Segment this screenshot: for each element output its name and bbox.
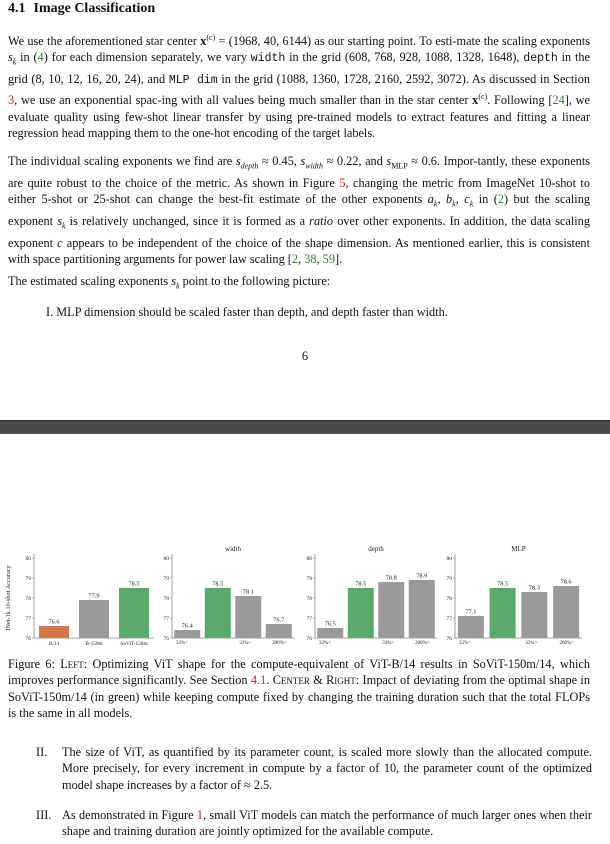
chart-1-ytick-label: 77: [163, 616, 169, 622]
chart-2-data-label: 78.8: [385, 574, 397, 582]
citation-2[interactable]: 2: [291, 251, 299, 266]
chart-2-ytick-label: 77: [306, 616, 312, 622]
figure-ref-5[interactable]: 5: [339, 175, 346, 190]
chart-1-x-label: 200%>: [272, 641, 287, 646]
figure-6-charts: [0, 538, 610, 658]
chart-2-bar: [409, 580, 435, 638]
citation-38[interactable]: 38: [304, 251, 317, 266]
chart-0-bar: [39, 626, 69, 638]
chart-3-data-label: 78.5: [497, 580, 509, 588]
paragraph-star-center: We use the aforementioned star center $x^{(c)} = (1968$, 40, 6144) as our starting point. To esti-mate the scaling exponents $s_k$ in (4) for each dimension separately, we vary width in the grid (608, 768, 928, 1088, 1328, 1648), depth in the grid (8, 10, 12, 16, 20, 24), and MLP dim in the grid (1088, 1360, 1728, 2160, 2592, 3072). As discussed in Section 3, we use an exponential spac-ing with all values being much smaller than in the star center $x^{(c)}$. Following [24], we evaluate quality using few-shot linear transfer by using pre-trained models to extract features and fitting a linear regression head mapping them to the one-hot encoding of the target labels.: [8, 33, 590, 141]
chart-2-ytick-label: 79: [306, 576, 312, 582]
chart-3-ytick-label: 79: [446, 576, 452, 582]
equation-ref-2[interactable]: 2: [497, 192, 505, 207]
chart-1-ytick-label: 79: [163, 576, 169, 582]
chart-1-data-label: 76.7: [273, 616, 285, 624]
chart-1-x-label: 33%>: [239, 641, 252, 646]
paragraph-picture: The estimated scaling exponents $s_k$ point to the following picture:: [8, 274, 331, 291]
figure-6: [0, 538, 610, 658]
section-title-text: Image Classification: [33, 1, 156, 16]
chart-3-ytick-label: 77: [446, 616, 452, 622]
chart-2-x-label: 33%>: [382, 641, 395, 646]
section-ref-3[interactable]: 3: [8, 93, 15, 108]
chart-0-data-label: 76.6: [48, 618, 60, 626]
chart-3-ytick-label: 78: [446, 596, 452, 602]
chart-0-x-label: B-150m: [85, 641, 103, 647]
chart-2-data-label: 78.9: [416, 572, 428, 580]
chart-3-data-label: 78.6: [560, 578, 572, 586]
chart-0-x-label: SoViT-150m: [120, 641, 148, 647]
chart-1-bar: [235, 596, 261, 638]
chart-0-data-label: 78.5: [128, 580, 140, 588]
chart-3-data-label: 78.3: [528, 584, 540, 592]
figure-ref-1[interactable]: 1: [196, 808, 204, 822]
chart-1-ytick-label: 80: [163, 556, 169, 562]
paragraph-exponents: The individual scaling exponents we find are $s_{depth} \approx 0.45$, $s_{width} \approx 0.22$, and $s_{MLP} \approx 0.6$. Impor-tantly, these exponents are quite robust to the choice of the metric. As shown in Figure 5, changing the metric from ImageNet 10-shot to either 5-shot or 25-shot can change the best-fit estimate of the other exponents $a_k$, $b_k$, $c_k$ in (2) but the scaling exponent $s_k$ is relatively unchanged, since it is formed as a ratio over other exponents. In addition, the data scaling exponent c appears to be independent of the choice of the shape dimension. As mentioned earlier, this is consistent with space partitioning arguments for power law scaling [2, 38, 59].: [8, 154, 591, 266]
chart-1-title: width: [225, 545, 241, 553]
chart-2-ytick-label: 80: [306, 556, 312, 562]
chart-3-bar: [490, 588, 516, 638]
chart-0-bar: [119, 588, 149, 638]
chart-0-bar: [79, 600, 109, 638]
chart-1-data-label: 76.4: [181, 622, 193, 630]
chart-2-title: depth: [368, 545, 384, 553]
chart-3-x-label: 200%>: [559, 641, 575, 646]
chart-3-title: MLP: [511, 545, 526, 553]
chart-1-data-label: 78.1: [242, 588, 254, 596]
chart-3-bar: [458, 616, 484, 638]
chart-0-y-label: INet-1k 10-shot Accuracy: [5, 565, 12, 631]
chart-1-bar: [205, 588, 231, 638]
list-item-i: I. MLP dimension should be scaled faster than depth, and depth faster than width.: [46, 305, 448, 319]
section-ref-4-1[interactable]: 4.1: [250, 673, 267, 688]
page-gap: [0, 420, 610, 434]
chart-2-data-label: 76.5: [324, 620, 336, 628]
chart-0-data-label: 77.9: [88, 592, 100, 600]
section-heading: [8, 1, 155, 17]
figure-caption: Figure 6: Left: Optimizing ViT shape for the compute-equivalent of ViT-B/14 results in SoViT-150m/14, which improves performance significantly. See Section 4.1. Center & Right: Impact of deviating from the optimal shape in SoViT-150m/14 (in green) while keeping compute fixed by changing the training duration such that the total FLOPs is the same in all models.: [8, 657, 591, 720]
chart-2-x-label: 33%<: [319, 641, 331, 646]
page-number: 6: [301, 349, 309, 363]
chart-3-data-label: 77.1: [465, 608, 477, 616]
chart-1-x-label: 33%<: [176, 641, 188, 646]
chart-2-ytick-label: 76: [306, 636, 312, 642]
chart-1-bar: [174, 630, 200, 638]
chart-3-x-label: 33%<: [459, 641, 471, 646]
chart-1-data-label: 78.5: [212, 580, 224, 588]
citation-59[interactable]: 59: [322, 251, 335, 266]
chart-3-bar: [521, 592, 547, 638]
chart-2-bar: [378, 582, 404, 638]
chart-2-x-label: 200%>: [415, 641, 430, 646]
chart-2-bar: [348, 588, 374, 638]
list-item-ii: II. The size of ViT, as quantified by its parameter count, is scaled more slowly than the allocated compute. More precisely, for every increment in compute by a factor of 10, the parameter count of the optimized model shape increases by a factor of ≈ 2.5.: [36, 745, 592, 792]
chart-0-x-label: B/14: [48, 641, 60, 647]
chart-3-bar: [553, 586, 579, 638]
chart-2-data-label: 78.5: [355, 580, 367, 588]
chart-2-ytick-label: 78: [306, 596, 312, 602]
chart-0-ytick-label: 80: [25, 556, 31, 562]
chart-0-ytick-label: 76: [25, 636, 31, 642]
citation-24[interactable]: 24: [552, 93, 565, 108]
list-item-iii: III. As demonstrated in Figure 1, small ViT models can match the performance of much larger ones when their shape and training duration are jointly optimized for the available compute.: [36, 808, 592, 839]
chart-0-ytick-label: 78: [25, 596, 31, 602]
chart-3-x-label: 33%>: [525, 641, 538, 646]
chart-3-ytick-label: 80: [446, 556, 452, 562]
section-number: 4.1: [8, 1, 26, 16]
paper-page-top: [0, 0, 610, 420]
chart-1-bar: [266, 624, 292, 638]
chart-1-ytick-label: 76: [163, 636, 169, 642]
chart-3-ytick-label: 76: [446, 636, 452, 642]
chart-2-bar: [317, 628, 343, 638]
chart-0-ytick-label: 77: [25, 616, 31, 622]
chart-0-ytick-label: 79: [25, 576, 31, 582]
equation-ref-4[interactable]: 4: [37, 50, 44, 65]
chart-1-ytick-label: 78: [163, 596, 169, 602]
